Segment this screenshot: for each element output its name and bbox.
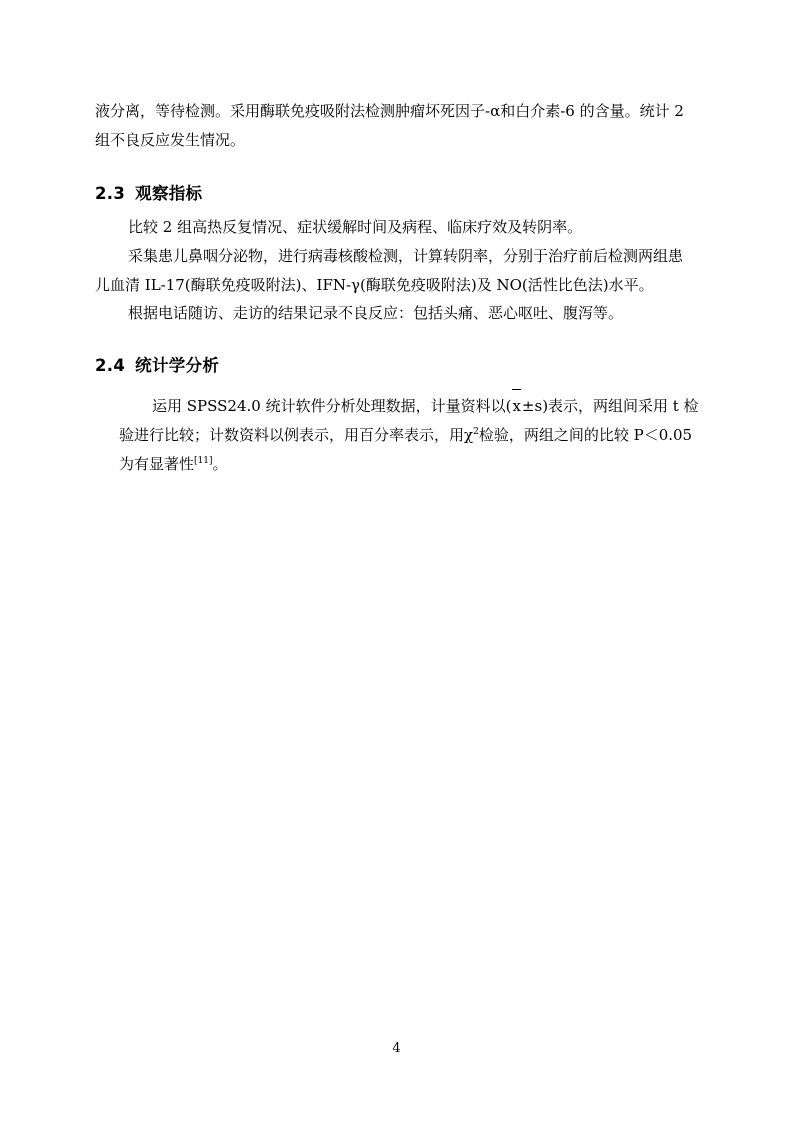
paragraph-line: 儿血清 IL-17(酶联免疫吸附法)、IFN-γ(酶联免疫吸附法)及 NO(活性比色法)水平。	[95, 276, 654, 294]
paragraph-line: 液分离，等待检测。采用酶联免疫吸附法检测肿瘤坏死因子-α和白介素-6 的含量。统计 2	[95, 102, 684, 120]
paragraph-adverse-reactions	[128, 299, 623, 328]
citation-superscript: [11]	[194, 456, 213, 466]
section-number: 2.3	[95, 184, 126, 203]
paragraph-line: 比较 2 组高热反复情况、症状缓解时间及病程、临床疗效及转阴率。	[128, 218, 583, 236]
page-number: 4	[392, 1041, 401, 1056]
text-segment: 验进行比较；计数资料以例表示，用百分率表示，用χ	[119, 426, 474, 444]
superscript: 2	[473, 427, 479, 437]
paragraph-line: 组不良反应发生情况。	[95, 131, 246, 149]
text-segment: 为有显著性	[119, 455, 195, 473]
section-number: 2.4	[95, 356, 126, 375]
section-heading-2-4	[95, 354, 219, 378]
section-title: 观察指标	[135, 184, 203, 203]
section-heading-2-3	[95, 182, 202, 206]
paragraph-line	[119, 392, 699, 421]
section-title: 统计学分析	[135, 356, 220, 375]
paragraph-line: 采集患儿鼻咽分泌物，进行病毒核酸检测，计算转阴率，分别于治疗前后检测两组患	[128, 247, 684, 265]
text-segment: ±s)表示，两组间采用 t 检	[521, 397, 699, 415]
paragraph-line	[119, 450, 699, 479]
paragraph-sampling	[95, 242, 683, 300]
paragraph-line	[119, 421, 699, 450]
text-segment: 。	[212, 455, 228, 473]
text-segment: 运用 SPSS24.0 统计软件分析处理数据，计量资料以(	[152, 397, 512, 415]
text-segment: 检验，两组之间的比较 P＜0.05	[478, 426, 693, 444]
paragraph-comparison	[128, 213, 582, 242]
paragraph-line: 根据电话随访、走访的结果记录不良反应：包括头痛、恶心呕吐、腹泻等。	[128, 304, 624, 322]
paragraph-statistics	[119, 392, 699, 479]
x-bar-symbol: x	[511, 392, 521, 421]
paragraph-continued	[95, 97, 684, 155]
